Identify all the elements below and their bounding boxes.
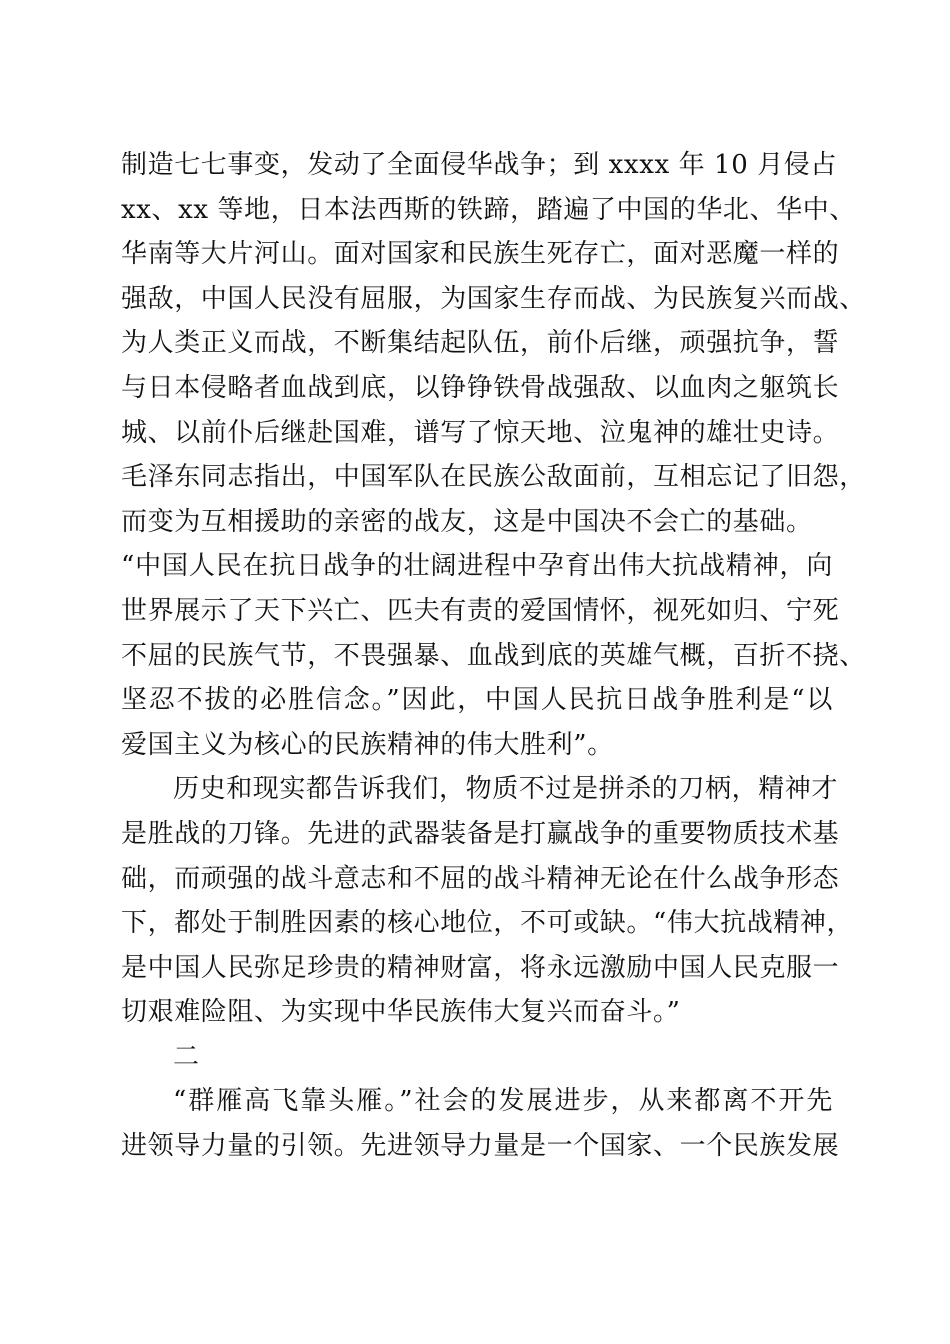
paragraph-line: 与日本侵略者血战到底，以铮铮铁骨战强敌、以血肉之躯筑长	[121, 372, 840, 403]
paragraph-line: 城、以前仆后继赴国难，谱写了惊天地、泣鬼神的雄壮史诗。	[121, 417, 840, 448]
paragraph-line: 毛泽东同志指出，中国军队在民族公敌面前，互相忘记了旧怨，	[121, 462, 866, 493]
paragraph-2	[121, 767, 854, 1035]
paragraph-line: 爱国主义为核心的民族精神的伟大胜利”。	[121, 729, 614, 760]
paragraph-line: 华南等大片河山。面对国家和民族生死存亡，面对恶魔一样的	[121, 239, 840, 270]
paragraph-1	[121, 143, 866, 767]
paragraph-line: xx、xx 等地，日本法西斯的铁蹄，踏遍了中国的华北、华中、	[121, 194, 856, 225]
paragraph-line: 世界展示了天下兴亡、匹夫有责的爱国情怀，视死如归、宁死	[121, 595, 840, 626]
paragraph-line: 历史和现实都告诉我们，物质不过是拼杀的刀柄，精神才	[173, 774, 839, 805]
paragraph-line: 是胜战的刀锋。先进的武器装备是打赢战争的重要物质技术基	[121, 818, 840, 849]
paragraph-line: 为人类正义而战，不断集结起队伍，前仆后继，顽强抗争，誓	[121, 328, 840, 359]
section-heading	[121, 1035, 833, 1080]
paragraph-line: 不屈的民族气节，不畏强暴、血战到底的英雄气概，百折不挠、	[121, 640, 866, 671]
section-heading-text: 二	[173, 1041, 200, 1072]
paragraph-line: 是中国人民弥足珍贵的精神财富，将永远激励中国人民克服一	[121, 952, 840, 983]
paragraph-line: 础，而顽强的战斗意志和不屈的战斗精神无论在什么战争形态	[121, 863, 840, 894]
paragraph-line: 进领导力量的引领。先进领导力量是一个国家、一个民族发展	[121, 1131, 840, 1162]
paragraph-line: “中国人民在抗日战争的壮阔进程中孕育出伟大抗战精神，向	[121, 551, 833, 582]
document-body	[121, 143, 866, 1169]
paragraph-line: 制造七七事变，发动了全面侵华战争；到 xxxx 年 10 月侵占	[121, 150, 837, 180]
paragraph-line: 切艰难险阻、为实现中华民族伟大复兴而奋斗。”	[121, 997, 681, 1028]
paragraph-line: “群雁高飞靠头雁。”社会的发展进步，从来都离不开先	[173, 1086, 833, 1117]
paragraph-line: 而变为互相援助的亲密的战友，这是中国决不会亡的基础。	[121, 506, 813, 537]
paragraph-line: 下，都处于制胜因素的核心地位，不可或缺。“伟大抗战精神，	[121, 908, 854, 939]
paragraph-line: 坚忍不拔的必胜信念。”因此，中国人民抗日战争胜利是“以	[121, 685, 833, 716]
paragraph-line: 强敌，中国人民没有屈服，为国家生存而战、为民族复兴而战、	[121, 283, 866, 314]
paragraph-3	[121, 1079, 840, 1168]
